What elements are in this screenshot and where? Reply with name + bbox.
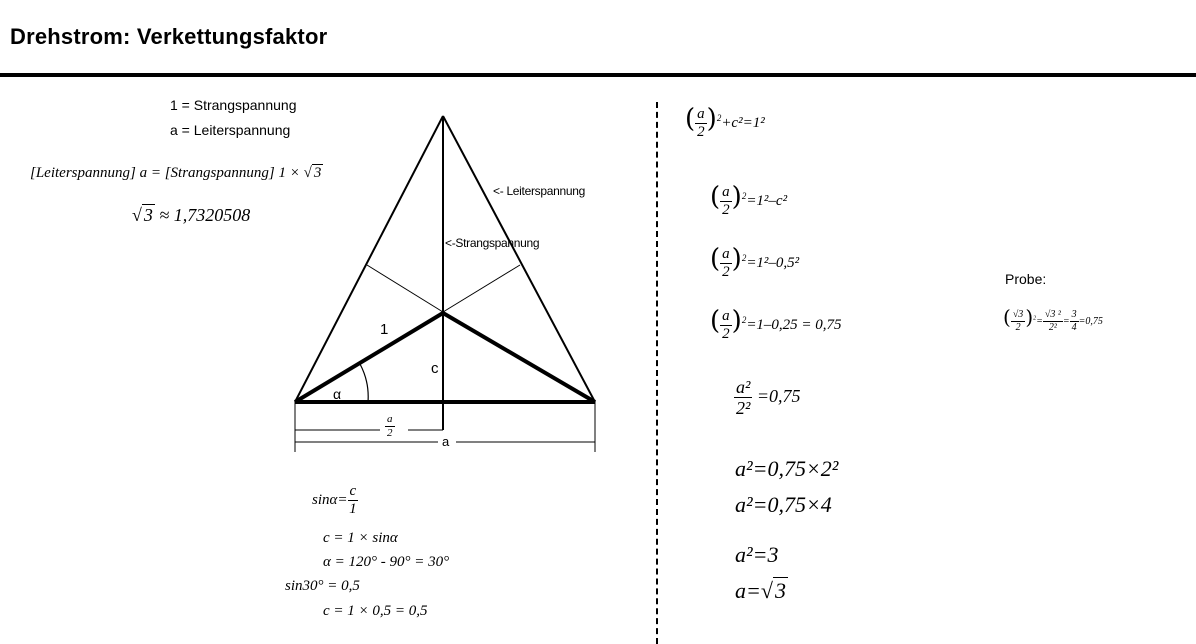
- c-eq-2: c = 1 × 0,5 = 0,5: [323, 603, 428, 619]
- alpha-eq: α = 120° - 90° = 30°: [323, 554, 450, 570]
- probe-equation: ( $\frac{√3}{2}$ )$^2$= $\frac{\text{√3 ²}}{\text{2²}}$ = $\frac{3}{4}$ =0,75: [1003, 305, 1103, 333]
- eq2-den: 2: [722, 201, 730, 218]
- eq4-den: 2: [722, 325, 730, 342]
- eq5-tail: =0,75: [756, 386, 801, 407]
- eq9-lhs: a=: [735, 578, 761, 603]
- c-eq-1: c = 1 × sinα: [323, 530, 398, 546]
- probe-frac3-den: 4: [1071, 321, 1077, 333]
- probe-frac3-num: 3: [1071, 309, 1077, 321]
- probe-label: Probe:: [1005, 271, 1047, 287]
- eq2-tail: =1²–c²: [746, 193, 788, 209]
- a-half-num: a: [387, 413, 393, 425]
- eq4-tail: =1–0,25 = 0,75: [746, 317, 842, 333]
- eq4-exp: 2: [741, 315, 747, 325]
- label-a: a: [442, 434, 450, 449]
- eq3-tail: =1²–0,5²: [746, 255, 800, 271]
- sqrt3-approx: ≈ 1,7320508: [159, 205, 251, 225]
- label-one: 1: [380, 321, 389, 338]
- sin-num: c: [349, 483, 357, 499]
- eq1: ( $\frac{a}{2}$ )$^2$+c²=1²: [685, 104, 765, 140]
- sin-den: 1: [349, 500, 357, 517]
- eq9-radicand: 3: [774, 578, 786, 603]
- eq2-exp: 2: [741, 191, 747, 201]
- eq1-exp: 2: [716, 113, 722, 123]
- sqrt-symbol: √ 3: [303, 165, 322, 181]
- sqrt-radicand: 3: [143, 205, 153, 225]
- page-title: Drehstrom: Verkettungsfaktor: [10, 24, 328, 49]
- probe-frac2-den: 2²: [1048, 321, 1057, 333]
- eq1-den: 2: [697, 123, 705, 140]
- eq2-num: a: [722, 183, 730, 200]
- eq3: ( $\frac{a}{2}$ )$^2$=1²–0,5²: [710, 244, 800, 280]
- eq4: ( $\frac{a}{2}$ )$^2$=1–0,25 = 0,75: [710, 306, 842, 342]
- a-half-den: 2: [387, 426, 393, 439]
- probe-frac1-den: 2: [1015, 321, 1021, 333]
- legend-leiterspannung: a = Leiterspannung: [170, 122, 291, 138]
- label-strangspannung: <-Strangspannung: [445, 236, 540, 250]
- probe-result: =0,75: [1078, 316, 1103, 327]
- eq3-den: 2: [722, 263, 730, 280]
- thin-line-left: [367, 265, 443, 312]
- sqrt-symbol: √3: [760, 578, 786, 603]
- probe-frac1-num: √3: [1012, 309, 1024, 321]
- label-leiterspannung: <- Leiterspannung: [493, 184, 585, 198]
- label-a-half: [385, 414, 395, 439]
- sqrt-symbol: √ 3: [132, 205, 153, 225]
- eq5-den: 2²: [736, 397, 751, 418]
- probe-exp: 2: [1033, 315, 1037, 322]
- legend-strangspannung: 1 = Strangspannung: [170, 97, 297, 113]
- eq5-num: a²: [736, 377, 751, 397]
- eq6: a²=0,75×2²: [735, 456, 839, 481]
- sqrt-radicand: 3: [313, 165, 322, 181]
- label-alpha: α: [333, 386, 342, 402]
- triangle-diagram: [0, 0, 660, 470]
- sin30-eq: sin30° = 0,5: [285, 578, 360, 594]
- alpha-arc: [360, 364, 368, 402]
- eq4-num: a: [722, 307, 730, 324]
- eq2: ( $\frac{a}{2}$ )$^2$=1²–c²: [710, 182, 788, 218]
- eq5: [734, 378, 801, 418]
- eq1-num: a: [697, 105, 705, 122]
- leiter-strang-formula-text: [Leiterspannung] a = [Strangspannung] 1 ×: [30, 165, 300, 181]
- eq3-exp: 2: [741, 253, 747, 263]
- sin-alpha-eq: [312, 484, 358, 518]
- eq3-num: a: [722, 245, 730, 262]
- label-c: c: [431, 360, 439, 377]
- probe-frac2-num: √3 ²: [1044, 309, 1061, 321]
- eq9: [735, 578, 788, 604]
- eq8: a²=3: [735, 542, 779, 567]
- eq7: a²=0,75×4: [735, 492, 832, 517]
- sin-lhs: sinα=: [312, 492, 348, 509]
- thin-line-right: [443, 265, 520, 312]
- eq1-tail: +c²=1²: [721, 115, 765, 131]
